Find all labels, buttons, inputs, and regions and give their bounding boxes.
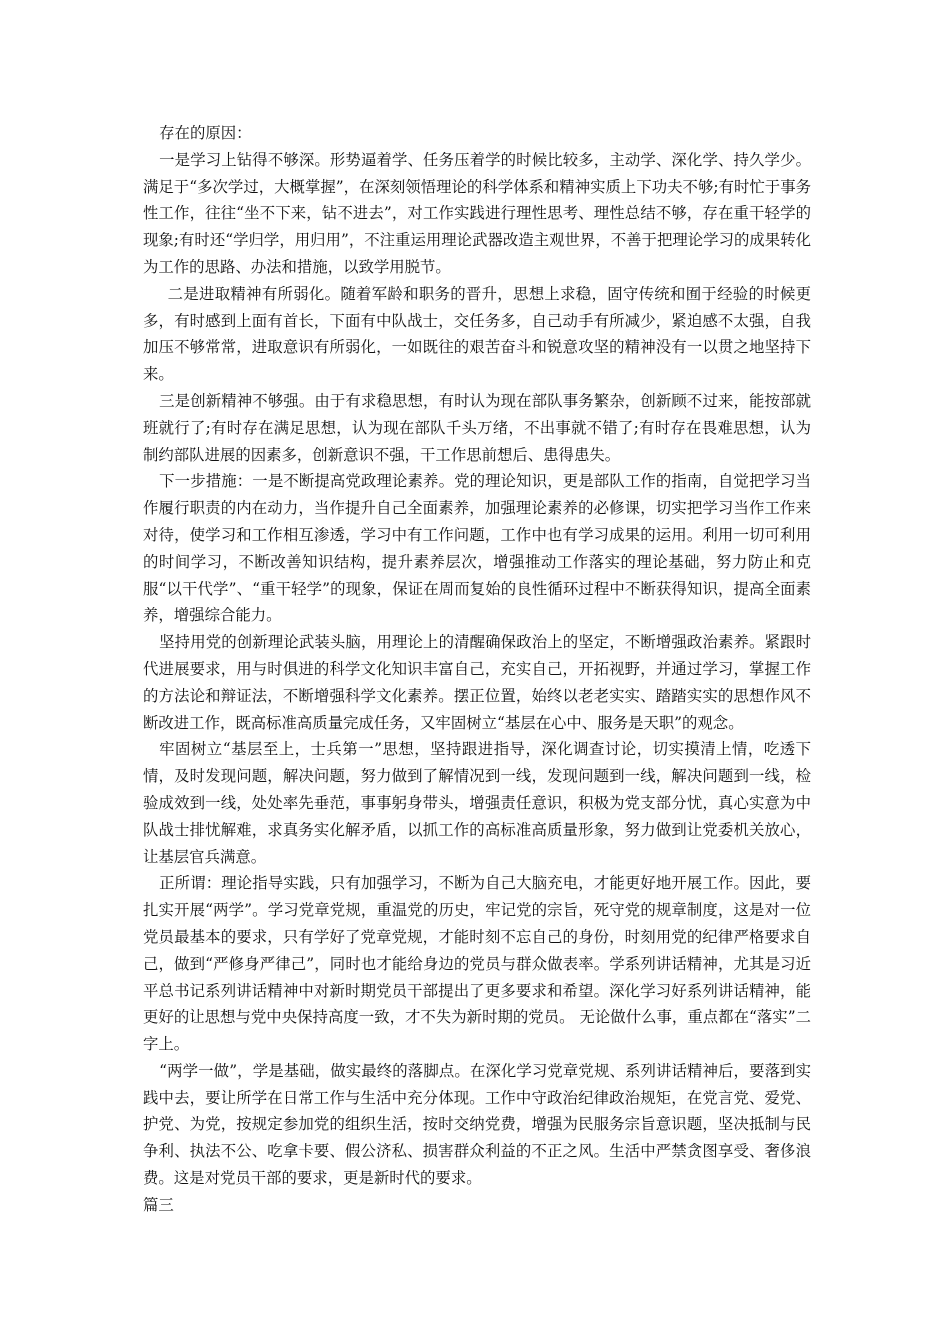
paragraph-cause-innovation: 三是创新精神不够强。由于有求稳思想，有时认为现在部队事务繁杂，创新顾不过来，能按部就班就行了;有时存在满足思想，认为现在部队千头万绪，不出事就不错了;有时存在畏难思想，认为制约部队进展的因素多，创新意识不强，干工作思前想后、患得患失。: [143, 391, 811, 464]
paragraph-theory-arming: 坚持用党的创新理论武装头脑，用理论上的清醒确保政治上的坚定，不断增强政治素养。紧跟时代进展要求，用与时俱进的科学文化知识丰富自己，充实自己，开拓视野，并通过学习，掌握工作的方法论和辩证法，不断增强科学文化素养。摆正位置，始终以老老实实、踏踏实实的思想作风不断改进工作，既高标准高质量完成任务，又牢固树立“基层在心中、服务是天职”的观念。: [143, 633, 811, 732]
paragraph-cause-enterprise: 二是进取精神有所弱化。随着军龄和职务的晋升，思想上求稳，固守传统和囿于经验的时候更多，有时感到上面有首长，下面有中队战士，交任务多，自己动手有所减少，紧迫感不太强，自我加压不够常常，进取意识有所弱化，一如既往的艰苦奋斗和锐意攻坚的精神没有一以贯之地坚持下来。: [143, 284, 811, 384]
paragraph-grassroots-first: 牢固树立“基层至上，士兵第一”思想，坚持跟进指导，深化调查讨论，切实摸清上情，吃透下情，及时发现问题，解决问题，努力做到了解情况到一线，发现问题到一线，解决问题到一线，检验成效到一线，处处率先垂范，事事躬身带头，增强责任意识，积极为党支部分忧，真心实意为中队战士排忧解难，求真务实化解矛盾，以抓工作的高标准高质量形象，努力做到让党委机关放心，让基层官兵满意。: [143, 740, 811, 866]
section-label-part-three: 篇三: [143, 1195, 174, 1214]
paragraph-two-studies-one-action: “两学一做”，学是基础，做实最终的落脚点。在深化学习党章党规、系列讲话精神后，要落到实践中去，要让所学在日常工作与生活中充分体现。工作中守政治纪律政治规矩，在党言党、爱党、护党、为党，按规定参加党的组织生活，按时交纳党费，增强为民服务宗旨意识题，坚决抵制与民争利、执法不公、吃拿卡要、假公济私、损害群众利益的不正之风。生活中严禁贪图享受、奢侈浪费。这是对党员干部的要求，更是新时代的要求。: [143, 1061, 811, 1188]
section-heading-causes: 存在的原因：: [159, 124, 252, 142]
paragraph-theory-guides-practice: 正所谓：理论指导实践，只有加强学习，不断为自己大脑充电，才能更好地开展工作。因此，要扎实开展“两学”。学习党章党规，重温党的历史，牢记党的宗旨，死守党的规章制度，这是对一位党员最基本的要求，只有学好了党章党规，才能时刻不忘自己的身份，时刻用党的纪律严格要求自己，做到“严修身严律己”，同时也才能给身边的党员与群众做表率。学系列讲话精神，尤其是习近平总书记系列讲话精神中对新时期党员干部提出了更多要求和希望。深化学习好系列讲话精神，能更好的让思想与党中央保持高度一致，才不失为新时期的党员。 无论做什么事，重点都在“落实”二字上。: [143, 874, 811, 1054]
paragraph-next-steps: 下一步措施：一是不断提高党政理论素养。党的理论知识，更是部队工作的指南，自觉把学习当作履行职责的内在动力，当作提升自己全面素养，加强理论素养的必修课，切实把学习当作工作来对待，使学习和工作相互渗透，学习中有工作问题，工作中也有学习成果的运用。利用一切可利用的时间学习，不断改善知识结构，提升素养层次，增强推动工作落实的理论基础，努力防止和克服“以干代学”、“重干轻学”的现象，保证在周而复始的良性循环过程中不断获得知识，提高全面素养，增强综合能力。: [143, 472, 811, 625]
paragraph-cause-study: 一是学习上钻得不够深。形势逼着学、任务压着学的时候比较多，主动学、深化学、持久学少。满足于“多次学过，大概掌握”，在深刻领悟理论的科学体系和精神实质上下功夫不够;有时忙于事务性工作，往往“坐不下来，钻不进去”，对工作实践进行理性思考、理性总结不够，存在重干轻学的现象;有时还“学归学，用归用”，不注重运用理论武器改造主观世界，不善于把理论学习的成果转化为工作的思路、办法和措施，以致学用脱节。: [143, 150, 811, 276]
document-body: [143, 120, 811, 1219]
